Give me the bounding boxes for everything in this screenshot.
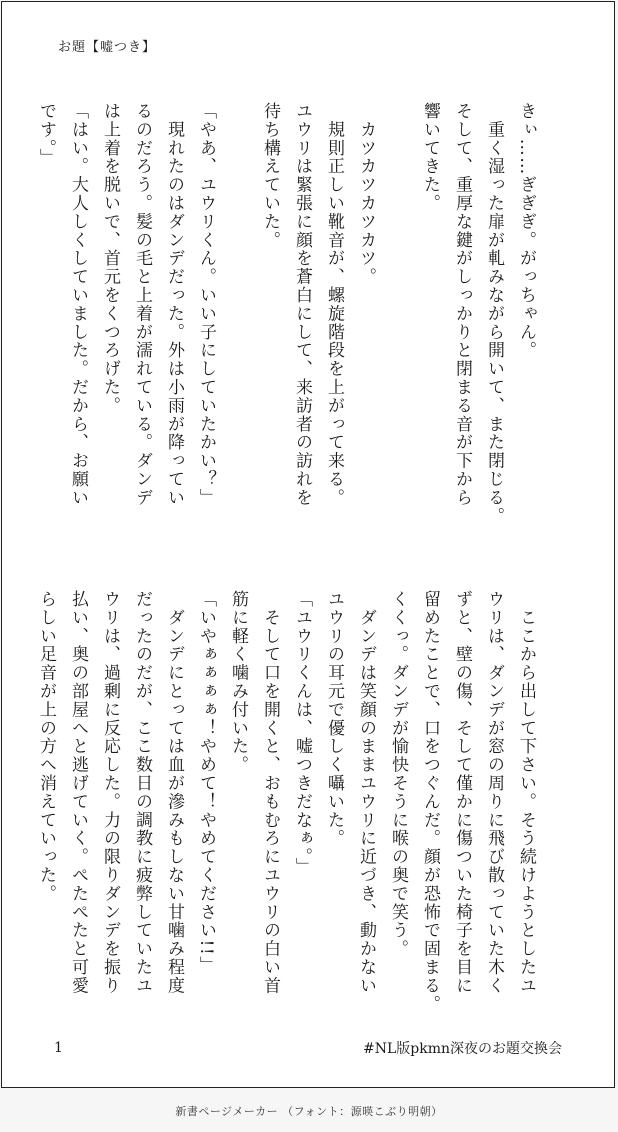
generator-credit: 新書ページメーカー （フォント：源暎こぶり明朝） <box>175 1105 443 1118</box>
text-column: 現れたのはダンデだった。外は小雨が降ってい <box>164 102 184 507</box>
text-column: きぃ……ぎぎぎ。がっちゃん。 <box>516 102 536 360</box>
text-column: 「いやぁぁぁぁ！やめて！やめてください!!」 <box>196 590 216 975</box>
text-column: 払い、奥の部屋へと逃げていく。ぺたぺたと可愛 <box>68 590 88 995</box>
text-column: ここから出して下さい。そう続けようとしたユ <box>516 590 536 995</box>
text-column: 待ち構えていた。 <box>260 102 280 250</box>
text-column: 筋に軽く噛み付いた。 <box>228 590 248 774</box>
text-column: 「ユウリくんは、嘘つきだなぁ。」 <box>292 590 312 876</box>
text-column: 規則正しい靴音が、螺旋階段を上がって来る。 <box>324 102 344 507</box>
text-column: 響いてきた。 <box>420 102 440 213</box>
page-title: お題【嘘つき】 <box>58 40 157 55</box>
text-column: ユウリは緊張に顔を蒼白にして、来訪者の訪れを <box>292 102 312 507</box>
text-column: カツカツカツカツ。 <box>356 102 376 286</box>
text-column: だったのだが、ここ数日の調教に疲弊していたユ <box>132 590 152 995</box>
hashtag: #NL版pkmn深夜のお題交換会 <box>362 1041 562 1057</box>
text-column: ユウリの耳元で優しく囁いた。 <box>324 590 344 848</box>
text-column: ウリは、ダンデが窓の周りに飛び散っていた木く <box>484 590 504 995</box>
book-page <box>1 1 615 1088</box>
text-column: そして、重厚な鍵がしっかりと閉まる音が下から <box>452 102 472 507</box>
text-column: 留めたことで、口をつぐんだ。顔が恐怖で固まる。 <box>420 590 440 1014</box>
text-column: そして口を開くと、おもむろにユウリの白い首 <box>260 590 280 995</box>
text-column: るのだろう。髪の毛と上着が濡れている。ダンデ <box>132 102 152 507</box>
text-column: 「はい。大人しくしていました。だから、お願い <box>68 102 88 507</box>
text-column: です。」 <box>36 102 56 168</box>
text-column: 重く湿った扉が軋みながら開いて、また閉じる。 <box>484 102 504 526</box>
text-column: は上着を脱いで、首元をくつろげた。 <box>100 102 120 415</box>
text-column: ダンデは笑顔のままユウリに近づき、動かない <box>356 590 376 995</box>
page-number: 1 <box>54 1040 63 1056</box>
text-column: らしい足音が上の方へ消えていった。 <box>36 590 56 903</box>
text-column: ダンデにとっては血が滲みもしない甘噛み程度 <box>164 590 184 995</box>
text-column: ずと、壁の傷、そして僅かに傷ついた椅子を目に <box>452 590 472 995</box>
text-column: ウリは、過剰に反応した。力の限りダンデを振り <box>100 590 120 995</box>
text-column: くくっ。ダンデが愉快そうに喉の奥で笑う。 <box>388 590 408 958</box>
text-column: 「やあ、ユウリくん。いい子にしていたかい？」 <box>196 102 216 507</box>
